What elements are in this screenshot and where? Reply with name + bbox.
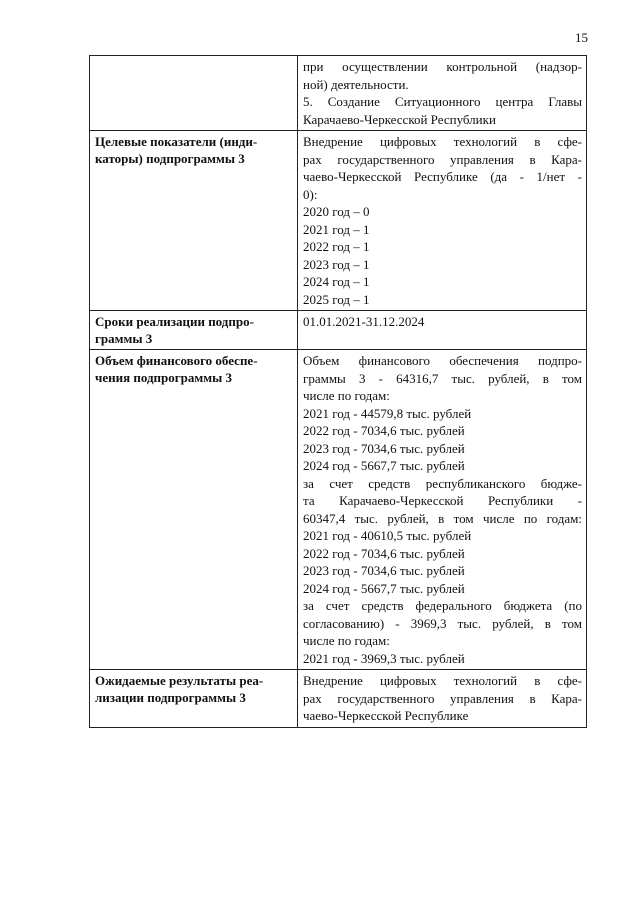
content-line: 2021 год - 3969,3 тыс. рублей — [303, 650, 465, 666]
row-label-cell — [90, 670, 298, 728]
label-line: Ожидаемые результаты реа- — [95, 673, 264, 688]
row-label-cell — [90, 311, 298, 350]
table-row — [90, 350, 587, 670]
content-line: 2021 год – 1 — [303, 221, 370, 237]
content-line: 2023 год - 7034,6 тыс. рублей — [303, 563, 465, 578]
content-line: 2025 год – 1 — [303, 291, 370, 307]
content-line: чаево-Черкесской Республике — [303, 708, 469, 723]
table-row — [90, 311, 587, 350]
content-line: чаево-Черкесской Республике (да - 1/нет - — [303, 169, 582, 184]
content-line: 2022 год – 1 — [303, 239, 370, 254]
content-line: рах государственного управления в Кара- — [303, 151, 582, 167]
content-line: 2020 год – 0 — [303, 204, 370, 219]
label-line: Сроки реализации подпро- — [95, 314, 254, 329]
label-line: Объем финансового обеспе- — [95, 353, 258, 368]
row-content-cell — [298, 311, 587, 350]
row-label-cell — [90, 56, 298, 131]
content-line: 2024 год – 1 — [303, 274, 370, 289]
content-line: 2022 год - 7034,6 тыс. рублей — [303, 423, 465, 438]
table-row — [90, 131, 587, 311]
content-line: согласованию) - 3969,3 тыс. рублей, в том — [303, 615, 582, 631]
content-line: Объем финансового обеспечения подпро- — [303, 353, 582, 368]
row-content-cell — [298, 131, 587, 311]
content-line: 2023 год - 7034,6 тыс. рублей — [303, 440, 465, 456]
content-line: за счет средств республиканского бюдже- — [303, 475, 582, 491]
passport-table — [89, 55, 587, 728]
table-row — [90, 56, 587, 131]
row-content-cell — [298, 670, 587, 728]
content-line: рах государственного управления в Кара- — [303, 690, 582, 706]
label-line: каторы) подпрограммы 3 — [95, 151, 245, 166]
content-line: 2023 год – 1 — [303, 256, 370, 272]
content-line: 2021 год - 44579,8 тыс. рублей — [303, 405, 472, 421]
content-line: ной) деятельности. — [303, 76, 409, 92]
content-line: Внедрение цифровых технологий в сфе- — [303, 673, 582, 688]
content-line: 2022 год - 7034,6 тыс. рублей — [303, 545, 465, 561]
content-line: та Карачаево-Черкесской Республики - — [303, 493, 582, 508]
row-label-cell — [90, 131, 298, 311]
row-content-cell — [298, 350, 587, 670]
label-line: граммы 3 — [95, 331, 153, 346]
content-line: за счет средств федерального бюджета (по — [303, 598, 582, 613]
table-row — [90, 670, 587, 728]
content-line: 2024 год - 5667,7 тыс. рублей — [303, 458, 465, 473]
content-line: 01.01.2021-31.12.2024 — [303, 314, 425, 329]
label-line: чения подпрограммы 3 — [95, 370, 233, 385]
content-line: Карачаево-Черкесской Республики — [303, 111, 496, 127]
content-line: 60347,4 тыс. рублей, в том числе по годам: — [303, 510, 582, 526]
content-line: числе по годам: — [303, 388, 390, 403]
content-line: Внедрение цифровых технологий в сфе- — [303, 134, 582, 149]
page-number: 15 — [575, 30, 588, 45]
table-body — [90, 56, 587, 728]
row-label-cell — [90, 350, 298, 670]
content-line: 5. Создание Ситуационного центра Главы — [303, 94, 582, 109]
row-content-cell — [298, 56, 587, 131]
content-line: граммы 3 - 64316,7 тыс. рублей, в том — [303, 370, 582, 386]
label-line: Целевые показатели (инди- — [95, 134, 258, 149]
content-line: 2021 год - 40610,5 тыс. рублей — [303, 528, 472, 543]
label-line: лизации подпрограммы 3 — [95, 690, 246, 705]
content-line: при осуществлении контрольной (надзор- — [303, 59, 582, 74]
content-line: 0): — [303, 186, 318, 202]
content-line: 2024 год - 5667,7 тыс. рублей — [303, 580, 465, 596]
content-line: числе по годам: — [303, 633, 390, 648]
